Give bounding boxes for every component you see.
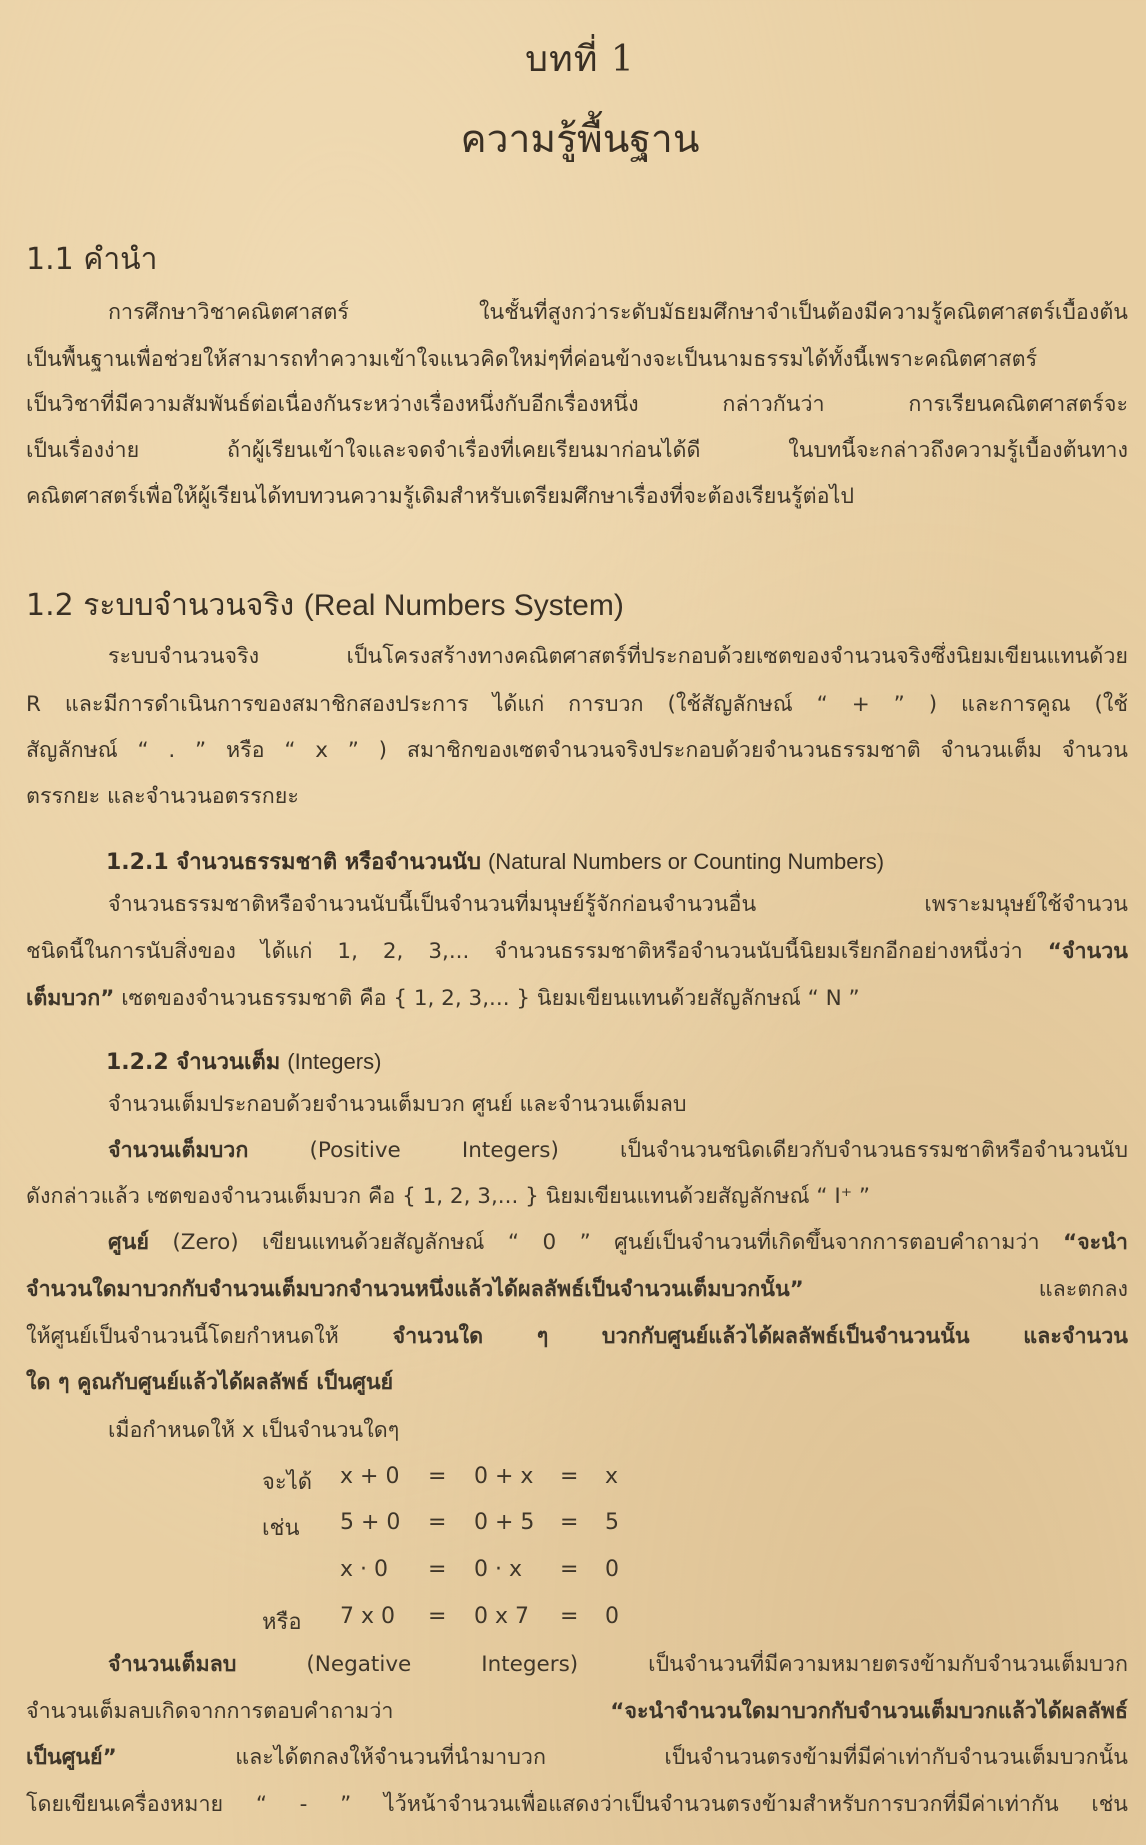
equation-lhs: x · 0 [340, 1557, 388, 1582]
equals-sign: = [428, 1510, 447, 1535]
paragraph-line: ระบบจำนวนจริง เป็นโครงสร้างทางคณิตศาสตร์ที่ประกอบด้วยเซตของจำนวนจริงซึ่งนิยมเขียนแทนด้วย [108, 644, 1128, 669]
paragraph-line [108, 1228, 1128, 1258]
chapter-number: บทที่ 1 [525, 39, 635, 80]
paragraph-line [26, 1368, 393, 1398]
text-run: (Positive Integers) เป็นจำนวนชนิดเดียวกับจำนวนธรรมชาติหรือจำนวนนับ [248, 1138, 1128, 1163]
equation-mid: 0 · x [474, 1557, 522, 1582]
bold-term: จำนวนใดมาบวกกับจำนวนเต็มบวกจำนวนหนึ่งแล้วได้ผลลัพธ์เป็นจำนวนเต็มบวกนั้น” [26, 1277, 804, 1302]
paragraph-line: จำนวนเต็มประกอบด้วยจำนวนเต็มบวก ศูนย์ และจำนวนเต็มลบ [108, 1092, 687, 1117]
section-heading-real-numbers [26, 582, 624, 629]
text-run: จำนวนเต็มลบเกิดจากการตอบคำถามว่า [26, 1699, 394, 1724]
equation-rhs: 5 [605, 1510, 619, 1535]
text-run: และตกลง [803, 1277, 1128, 1302]
equals-sign: = [560, 1557, 579, 1582]
paragraph-line: เป็นวิชาที่มีความสัมพันธ์ต่อเนื่องกันระหว่างเรื่องหนึ่งกับอีกเรื่องหนึ่ง กล่าวกันว่า การเรียนคณิตศาสตร์จะ [26, 392, 1128, 417]
bold-term: ศูนย์ [108, 1230, 149, 1255]
paragraph-line: เป็นพื้นฐานเพื่อช่วยให้สามารถทำความเข้าใจแนวคิดใหม่ๆที่ค่อนข้างจะเป็นนามธรรมได้ทั้งนี้เพราะคณิตศาสตร์ [26, 347, 1038, 372]
equation-rhs: 0 [605, 1557, 619, 1582]
bold-term: จำนวนเต็มบวก [108, 1138, 249, 1163]
bold-term: เป็นศูนย์” [26, 1745, 117, 1770]
equation-lhs: 7 x 0 [340, 1604, 395, 1629]
paragraph-line [26, 1697, 1128, 1727]
subsection-heading-th: 1.2.1 จำนวนธรรมชาติ หรือจำนวนนับ [106, 850, 481, 875]
paragraph-line: เมื่อกำหนดให้ x เป็นจำนวนใดๆ [108, 1418, 400, 1443]
paragraph-line [26, 984, 860, 1014]
text-run: ให้ศูนย์เป็นจำนวนนี้โดยกำหนดให้ [26, 1324, 339, 1349]
paragraph-line: คณิตศาสตร์เพื่อให้ผู้เรียนได้ทบทวนความรู้เดิมสำหรับเตรียมศึกษาเรื่องที่จะต้องเรียนรู้ต่อไป [26, 484, 854, 509]
paragraph-line [26, 1275, 1128, 1305]
bold-term: เต็มบวก” [26, 986, 115, 1011]
equation-rhs: 0 [605, 1604, 619, 1629]
paragraph-line: เป็นเรื่องง่าย ถ้าผู้เรียนเข้าใจและจดจำเรื่องที่เคยเรียนมาก่อนได้ดี ในบทนี้จะกล่าวถึงความรู้เบื้องต้นทาง [26, 438, 1128, 463]
text-run: ชนิดนี้ในการนับสิ่งของ ได้แก่ 1, 2, 3,... จำนวนธรรมชาติหรือจำนวนนับนี้นิยมเรียกอีกอย่างหนึ่งว่า [26, 939, 1023, 964]
subsection-heading-natural-numbers [106, 844, 884, 879]
bold-term: “จะนำ [1062, 1230, 1128, 1255]
text-run: (Zero) เขียนแทนด้วยสัญลักษณ์ “ 0 ” ศูนย์เป็นจำนวนที่เกิดขึ้นจากการตอบคำถามว่า [148, 1230, 1040, 1255]
equals-sign: = [428, 1604, 447, 1629]
equals-sign: = [560, 1464, 579, 1489]
equation-label: เช่น [262, 1516, 300, 1541]
paragraph-line: โดยเขียนเครื่องหมาย “ - ” ไว้หน้าจำนวนเพื่อแสดงว่าเป็นจำนวนตรงข้ามสำหรับการบวกที่มีค่าเท่ากัน เช่น [26, 1792, 1128, 1817]
equation-mid: 0 + 5 [474, 1510, 535, 1535]
equation-lhs: 5 + 0 [340, 1510, 401, 1535]
equation-mid: 0 x 7 [474, 1604, 529, 1629]
equation-label: หรือ [262, 1610, 302, 1635]
paragraph-line [26, 1743, 1128, 1773]
equals-sign: = [560, 1510, 579, 1535]
bold-term: จำนวนเต็มลบ [108, 1652, 237, 1677]
paragraph-line: ดังกล่าวแล้ว เซตของจำนวนเต็มบวก คือ { 1, 2, 3,... } นิยมเขียนแทนด้วยสัญลักษณ์ “ I⁺ ” [26, 1184, 871, 1209]
subsection-heading-integers [106, 1044, 381, 1079]
subsection-heading-en: (Natural Numbers or Counting Numbers) [487, 849, 885, 874]
paragraph-line [26, 937, 1128, 967]
bold-term: จำนวนใด ๆ บวกกับศูนย์แล้วได้ผลลัพธ์เป็นจำนวนนั้น และจำนวน [338, 1324, 1128, 1349]
chapter-title: ความรู้พื้นฐาน [460, 117, 700, 162]
equation-rhs: x [605, 1464, 619, 1489]
text-run: และได้ตกลงให้จำนวนที่นำมาบวก เป็นจำนวนตรงข้ามที่มีค่าเท่ากับจำนวนเต็มบวกนั้น [116, 1745, 1128, 1770]
section-heading-th: 1.2 ระบบจำนวนจริง [26, 588, 295, 623]
equation-label: จะได้ [262, 1470, 313, 1495]
equation-lhs: x + 0 [340, 1464, 400, 1489]
paragraph-line: การศึกษาวิชาคณิตศาสตร์ ในชั้นที่สูงกว่าระดับมัธยมศึกษาจำเป็นต้องมีความรู้คณิตศาสตร์เบื้องต้น [108, 300, 1128, 325]
bold-term: “จะนำจำนวนใดมาบวกกับจำนวนเต็มบวกแล้วได้ผลลัพธ์ [393, 1699, 1128, 1724]
paragraph-line: ตรรกยะ และจำนวนอตรรกยะ [26, 784, 299, 809]
bold-term: ใด ๆ คูณกับศูนย์แล้วได้ผลลัพธ์ เป็นศูนย์ [26, 1370, 394, 1395]
bold-term: “จำนวน [1047, 939, 1128, 964]
paragraph-line: จำนวนธรรมชาติหรือจำนวนนับนี้เป็นจำนวนที่มนุษย์รู้จักก่อนจำนวนอื่น เพราะมนุษย์ใช้จำนวน [108, 892, 1128, 917]
equals-sign: = [428, 1557, 447, 1582]
paragraph-line [108, 1136, 1128, 1166]
paragraph-line: R และมีการดำเนินการของสมาชิกสองประการ ได้แก่ การบวก (ใช้สัญลักษณ์ “ + ” ) และการคูณ (ใช้ [26, 692, 1128, 717]
text-run: (Negative Integers) เป็นจำนวนที่มีความหมายตรงข้ามกับจำนวนเต็มบวก [236, 1652, 1128, 1677]
equation-mid: 0 + x [474, 1464, 534, 1489]
section-heading-en: (Real Numbers System) [303, 589, 624, 622]
equals-sign: = [560, 1604, 579, 1629]
equals-sign: = [428, 1464, 447, 1489]
paragraph-line [108, 1650, 1128, 1680]
subsection-heading-th: 1.2.2 จำนวนเต็ม [106, 1050, 281, 1075]
paragraph-line: สัญลักษณ์ “ . ” หรือ “ x ” ) สมาชิกของเซตจำนวนจริงประกอบด้วยจำนวนธรรมชาติ จำนวนเต็ม จำนวน [26, 738, 1128, 763]
paragraph-line [26, 1322, 1128, 1352]
text-run: เซตของจำนวนธรรมชาติ คือ { 1, 2, 3,... } นิยมเขียนแทนด้วยสัญลักษณ์ “ N ” [114, 986, 860, 1011]
section-heading-intro: 1.1 คำนำ [26, 242, 158, 277]
subsection-heading-en: (Integers) [287, 1049, 382, 1074]
